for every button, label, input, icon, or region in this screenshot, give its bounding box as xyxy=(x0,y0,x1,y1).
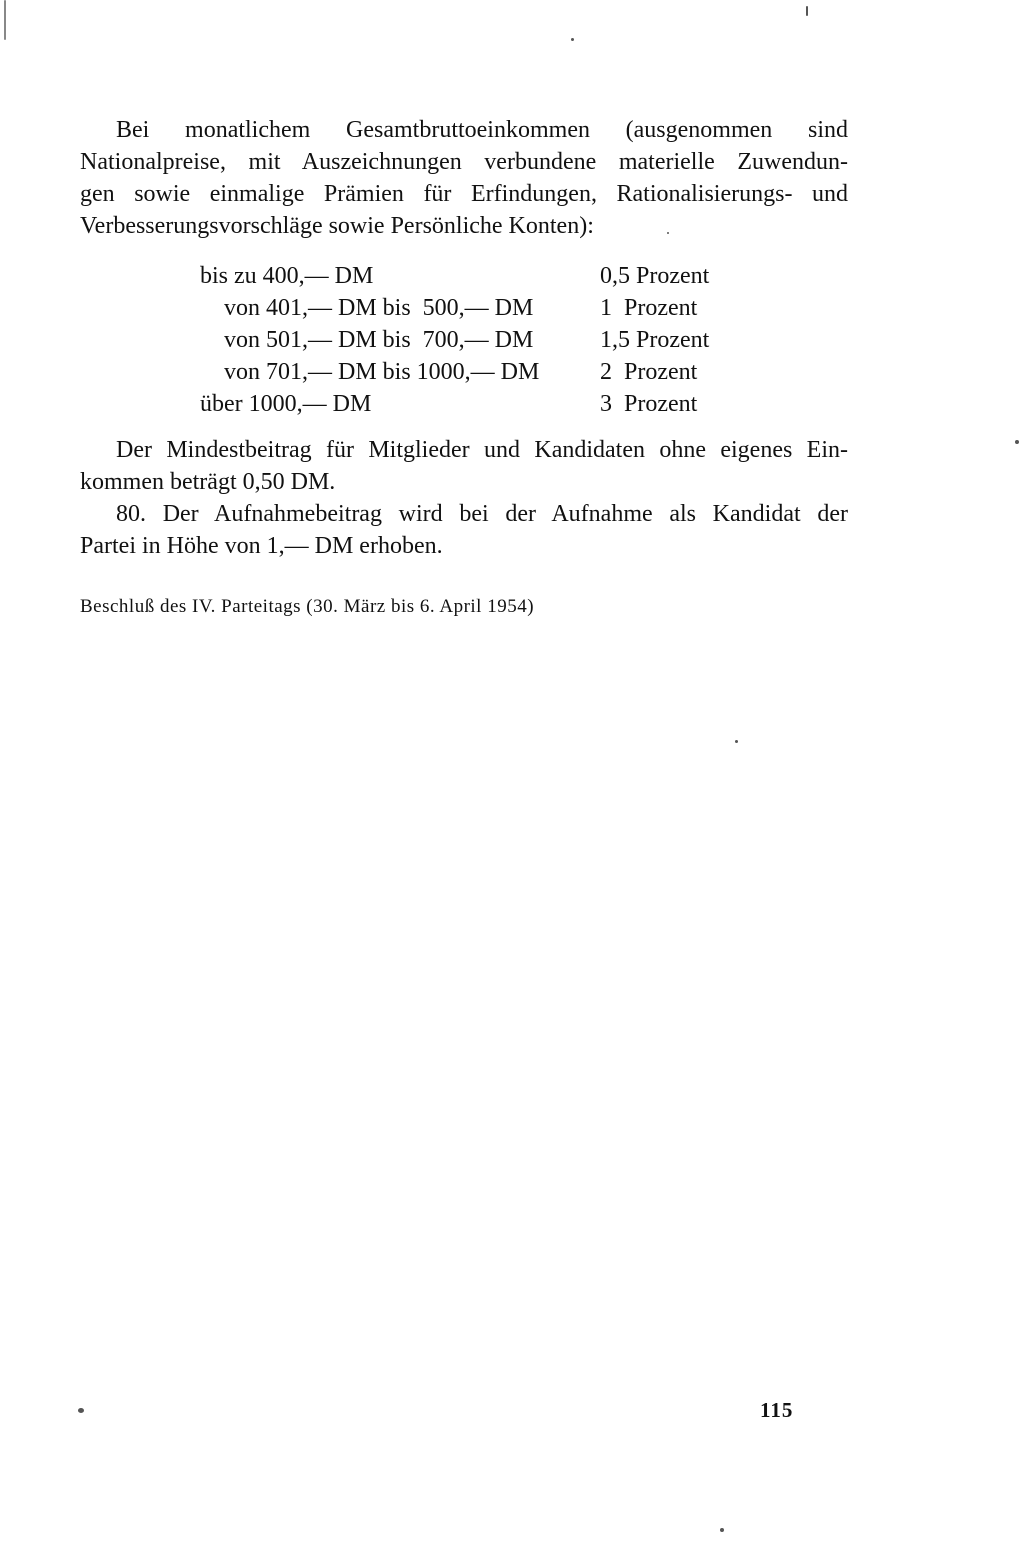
rate-percent: 1,5 Prozent xyxy=(600,327,710,353)
scan-speck xyxy=(667,232,669,234)
rate-percent: 0,5 Prozent xyxy=(600,263,710,289)
rate-row xyxy=(200,324,730,356)
intro-line-3: gen sowie einmalige Prämien für Erfindungen, Rationalisierungs- und xyxy=(80,181,848,207)
contribution-rate-table xyxy=(200,260,730,420)
scan-speck xyxy=(806,6,808,16)
admission-line-2: Partei in Höhe von 1,— DM erhoben. xyxy=(80,533,443,559)
income-range: über 1000,— DM xyxy=(200,391,372,417)
scan-speck xyxy=(1015,440,1019,444)
admission-line-1: 80. Der Aufnahmebeitrag wird bei der Aufnahme als Kandidat der xyxy=(116,501,848,527)
source-note: Beschluß des IV. Parteitags (30. März bis 6. April 1954) xyxy=(80,596,535,617)
rate-row xyxy=(200,260,730,292)
scan-speck xyxy=(78,1408,84,1413)
intro-line-2: Nationalpreise, mit Auszeichnungen verbundene materielle Zuwendun- xyxy=(80,149,848,175)
scan-speck xyxy=(720,1528,724,1532)
page-number: 115 xyxy=(760,1398,794,1422)
scan-speck xyxy=(4,0,6,40)
intro-line-4: Verbesserungsvorschläge sowie Persönliche Konten): xyxy=(80,213,594,239)
scan-speck xyxy=(735,740,738,743)
minimum-line-2: kommen beträgt 0,50 DM. xyxy=(80,469,336,495)
rate-row xyxy=(200,388,730,420)
rate-percent: 2 Prozent xyxy=(600,359,698,385)
rate-row xyxy=(200,292,730,324)
income-range: bis zu 400,— DM xyxy=(200,263,374,289)
scan-speck xyxy=(571,38,574,41)
rate-percent: 3 Prozent xyxy=(600,391,698,417)
minimum-line-1: Der Mindestbeitrag für Mitglieder und Kandidaten ohne eigenes Ein- xyxy=(116,437,848,463)
income-range: von 501,— DM bis 700,— DM xyxy=(224,327,534,353)
intro-line-1: Bei monatlichem Gesamtbruttoeinkommen (ausgenommen sind xyxy=(116,117,848,143)
income-range: von 401,— DM bis 500,— DM xyxy=(224,295,534,321)
rate-row xyxy=(200,356,730,388)
intro-paragraph xyxy=(80,114,848,242)
rate-percent: 1 Prozent xyxy=(600,295,698,321)
admission-fee-paragraph xyxy=(80,498,848,562)
minimum-contribution-paragraph xyxy=(80,434,848,498)
income-range: von 701,— DM bis 1000,— DM xyxy=(224,359,540,385)
